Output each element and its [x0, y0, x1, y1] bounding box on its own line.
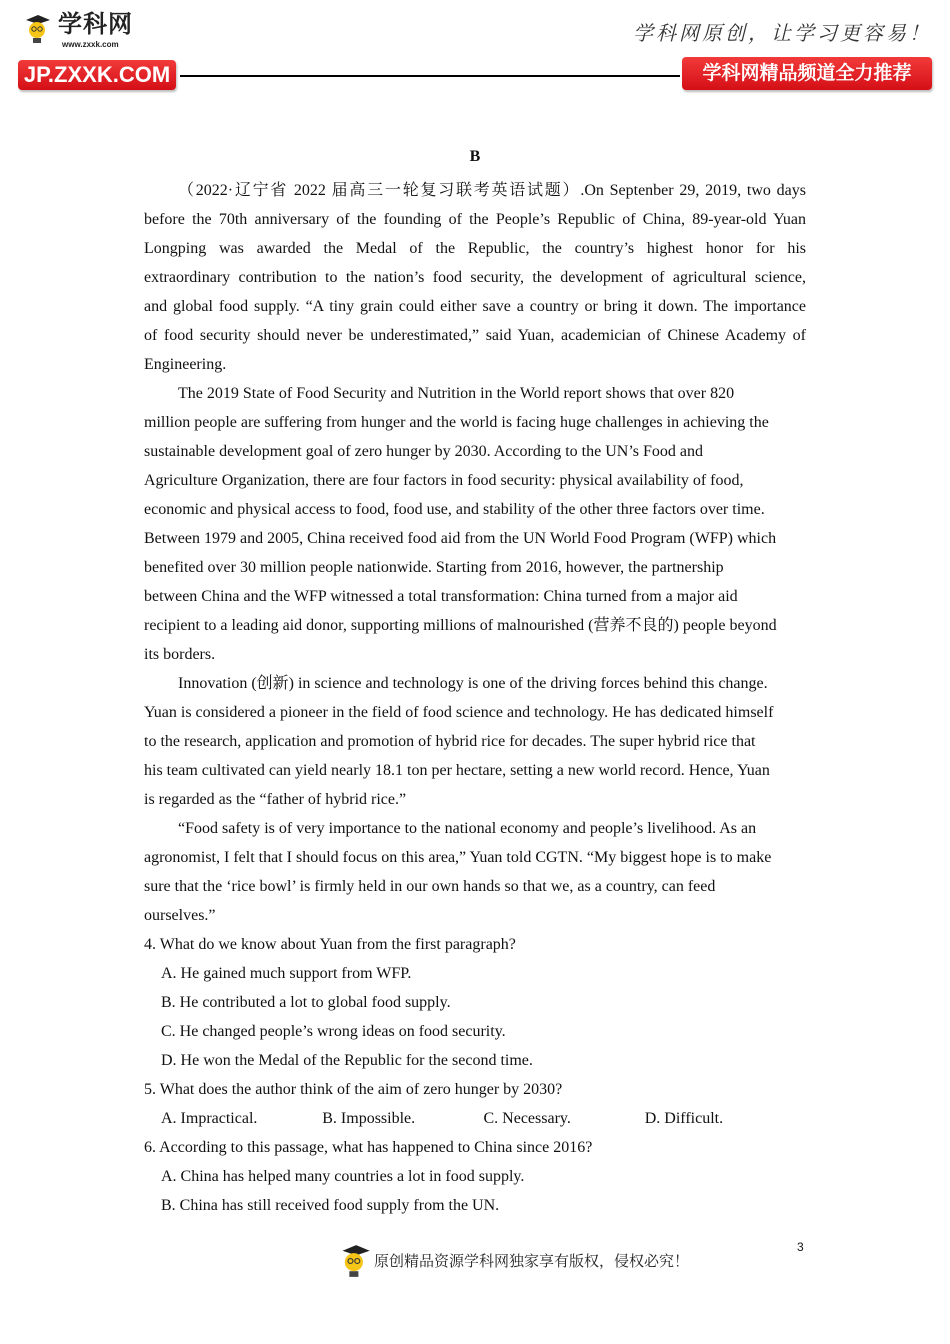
text-line: agronomist, I felt that I should focus on this area,” Yuan told CGTN. “My biggest hope is to make: [144, 849, 772, 866]
text-line: between China and the WFP witnessed a total transformation: China turned from a major aid: [144, 588, 738, 605]
question: [144, 1075, 806, 1133]
answer-option: B. He contributed a lot to global food supply.: [161, 994, 451, 1011]
answer-option: A. Impractical.: [161, 1110, 258, 1127]
recommend-badge[interactable]: 学科网精品频道全力推荐: [682, 57, 932, 90]
footer: [340, 1244, 689, 1278]
question: [144, 1133, 806, 1220]
slogan: 学科网原创，让学习更容易！: [633, 21, 932, 45]
text-line: Between 1979 and 2005, China received food aid from the UN World Food Program (WFP) which: [144, 530, 777, 547]
text-line: Yuan is considered a pioneer in the field of food science and technology. He has dedicated himself: [144, 704, 774, 721]
text-line: extraordinary contribution to the nation’s food security, the development of agricultural science,: [144, 269, 806, 286]
brand-name: 学科网: [58, 10, 133, 38]
zxxk-logo[interactable]: [18, 10, 178, 94]
text-line: its borders.: [144, 646, 216, 663]
answer-option: A. China has helped many countries a lot in food supply.: [161, 1168, 525, 1185]
text-line: his team cultivated can yield nearly 18.1 ton per hectare, setting a new world record. Hence, Yuan: [144, 762, 770, 779]
text-line: million people are suffering from hunger and the world is facing huge challenges in achieving the: [144, 414, 769, 431]
brand-url: www.zxxk.com: [62, 40, 119, 49]
question-stem: 6. According to this passage, what has happened to China since 2016?: [144, 1139, 593, 1156]
question-stem: 5. What does the author think of the aim of zero hunger by 2030?: [144, 1081, 563, 1098]
section-label: B: [469, 148, 481, 165]
paragraph: [144, 379, 806, 669]
jp-badge: JP.ZXXK.COM: [18, 60, 176, 90]
text-line: to the research, application and promotion of hybrid rice for decades. The super hybrid rice that: [144, 733, 756, 750]
passage-content: [144, 176, 806, 1220]
text-line: sustainable development goal of zero hunger by 2030. According to the UN’s Food and: [144, 443, 703, 460]
answer-option: B. Impossible.: [322, 1110, 416, 1127]
answer-option: D. Difficult.: [644, 1110, 724, 1127]
copyright-text: 原创精品资源学科网独家享有版权，侵权必究！: [374, 1252, 690, 1270]
options-row: [144, 1104, 806, 1133]
text-line: economic and physical access to food, food use, and stability of the other three factors over time.: [144, 501, 765, 518]
mascot-icon: [340, 1244, 370, 1278]
question-stem: 4. What do we know about Yuan from the first paragraph?: [144, 936, 516, 953]
text-line: Longping was awarded the Medal of the Republic, the country’s highest honor for his: [144, 240, 806, 257]
text-line: “Food safety is of very importance to the national economy and people’s livelihood. As an: [178, 820, 757, 837]
text-line: benefited over 30 million people nationwide. Starting from 2016, however, the partnership: [144, 559, 724, 576]
text-line: Agriculture Organization, there are four factors in food security: physical availability of food,: [144, 472, 744, 489]
paragraph: [144, 669, 806, 814]
answer-option: A. He gained much support from WFP.: [161, 965, 412, 982]
text-line: ourselves.”: [144, 907, 216, 924]
text-line: of food security should never be underestimated,” said Yuan, academician of Chinese Academy of: [144, 327, 806, 344]
mascot-icon: [24, 14, 50, 44]
paragraph: [144, 814, 806, 930]
text-line: Innovation (创新) in science and technology is one of the driving forces behind this change.: [178, 675, 768, 692]
text-line: and global food supply. “A tiny grain could either save a country or bring it down. The importance: [144, 298, 806, 315]
text-line: Engineering.: [144, 356, 227, 373]
text-line: is regarded as the “father of hybrid rice.”: [144, 791, 407, 808]
answer-option: C. Necessary.: [483, 1110, 571, 1127]
answer-option: D. He won the Medal of the Republic for the second time.: [161, 1052, 533, 1069]
text-line: The 2019 State of Food Security and Nutrition in the World report shows that over 820: [178, 385, 735, 402]
text-line: sure that the ‘rice bowl’ is firmly held in our own hands so that we, as a country, can feed: [144, 878, 716, 895]
question: [144, 930, 806, 1075]
answer-option: C. He changed people’s wrong ideas on food security.: [161, 1023, 506, 1040]
text-line: （2022·辽宁省 2022 届高三一轮复习联考英语试题）.On Septenber 29, 2019, two days: [178, 182, 806, 199]
text-line: recipient to a leading aid donor, supporting millions of malnourished (营养不良的) people beyond: [144, 617, 777, 634]
paragraph: [144, 176, 806, 379]
text-line: before the 70th anniversary of the founding of the People’s Republic of China, 89-year-old Yuan: [144, 211, 806, 228]
page-number: 3: [797, 1240, 804, 1254]
answer-option: B. China has still received food supply from the UN.: [161, 1197, 500, 1214]
header-divider: [180, 75, 680, 77]
